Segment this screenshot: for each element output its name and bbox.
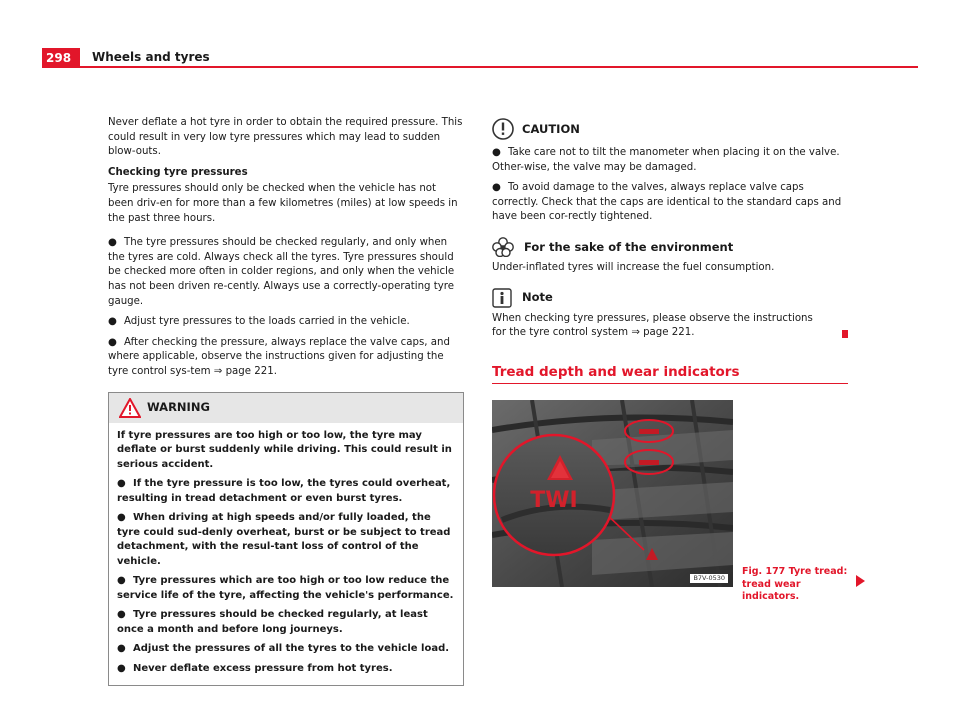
warning-body <box>109 423 463 686</box>
flower-icon <box>492 237 514 257</box>
header-divider <box>80 66 918 68</box>
right-column <box>492 116 848 384</box>
caution-title: CAUTION <box>522 121 580 136</box>
warning-triangle-icon <box>119 398 141 418</box>
bullet-icon: ● <box>492 147 501 158</box>
list-item: ● When driving at high speeds and/or fully loaded, the tyre could sud-denly overheat, burst or be subject to tread detachment, with the resul-tant loss of control of the vehicle. <box>117 512 451 567</box>
list-item: ● The tyre pressures should be checked regularly, and only when the tyres are cold. Always check all the tyres. Tyre pressures should be checked more often in colder regions, and only when the vehicle has not been driven re-cently. Always use a correctly-operating tyre gauge. <box>108 237 455 307</box>
chapter-title: Wheels and tyres <box>92 50 210 64</box>
list-item: ● Adjust the pressures of all the tyres to the vehicle load. <box>117 642 455 657</box>
warning-box <box>108 392 464 687</box>
twi-label: TWI <box>530 488 578 513</box>
note-title: Note <box>522 290 553 305</box>
figure-caption: Fig. 177 Tyre tread: tread wear indicators. <box>742 566 848 602</box>
environment-text: Under-inflated tyres will increase the fuel consumption. <box>492 261 775 273</box>
intro-paragraph: Never deflate a hot tyre in order to obtain the required pressure. This could result in very low tyre pressures which may lead to sudden blow-outs. <box>108 117 463 158</box>
tyre-tread-illustration <box>492 400 733 587</box>
figure-code: B7V-0530 <box>690 574 728 583</box>
note-text: When checking tyre pressures, please observe the instructions for the tyre control system ⇒ page 221. <box>492 312 813 339</box>
info-icon <box>492 288 512 308</box>
checking-heading: Checking tyre pressures <box>108 166 248 178</box>
list-item: ● After checking the pressure, always replace the valve caps, and where applicable, observe the instructions given for adjusting the tyre control sys-tem ⇒ page 221. <box>108 336 450 377</box>
environment-header <box>492 235 848 259</box>
checking-paragraph: Tyre pressures should only be checked when the vehicle has not been driv-en for more than a few kilometres (miles) at low speeds in the past three hours. <box>108 183 458 224</box>
bullet-icon: ● <box>117 512 126 523</box>
bullet-icon: ● <box>108 336 117 348</box>
bullet-icon: ● <box>108 237 117 249</box>
bullet-icon: ● <box>117 609 126 620</box>
list-item: ● Tyre pressures which are too high or too low reduce the service life of the tyre, affecting the vehicle's performance. <box>117 575 454 601</box>
bullet-icon: ● <box>108 316 117 328</box>
continue-arrow-icon <box>856 575 865 587</box>
bullet-icon: ● <box>117 575 126 586</box>
tyre-tread-figure <box>492 400 733 587</box>
note-header <box>492 286 848 310</box>
caution-icon <box>492 118 514 140</box>
left-column <box>108 116 464 686</box>
bullet-icon: ● <box>117 643 126 654</box>
bullet-icon: ● <box>492 182 501 194</box>
warning-intro: If tyre pressures are too high or too low, the tyre may deflate or burst suddenly while driving. This could result in serious accident. <box>117 429 452 470</box>
list-item: ● Take care not to tilt the manometer when placing it on the valve. Other-wise, the valve may be damaged. <box>492 147 840 173</box>
bullet-icon: ● <box>117 478 126 489</box>
caution-header <box>492 116 848 142</box>
bullet-icon: ● <box>117 662 126 674</box>
section-title: Tread depth and wear indicators <box>492 365 848 385</box>
list-item: ● Tyre pressures should be checked regularly, at least once a month and before long journeys. <box>117 609 428 635</box>
section-end-marker <box>842 330 848 338</box>
warning-header <box>109 393 463 423</box>
list-item: ● To avoid damage to the valves, always replace valve caps correctly. Check that the caps are identical to the standard caps and have been cor-rectly tightened. <box>492 182 842 223</box>
list-item: ● If the tyre pressure is too low, the tyres could overheat, resulting in tread detachment or even burst tyres. <box>117 478 451 504</box>
list-item: ● Adjust tyre pressures to the loads carried in the vehicle. <box>108 315 464 330</box>
environment-title: For the sake of the environment <box>524 239 734 254</box>
warning-title: WARNING <box>147 400 210 415</box>
list-item: ● Never deflate excess pressure from hot tyres. <box>117 662 455 677</box>
note-body <box>492 312 848 341</box>
page-number: 298 <box>42 48 80 68</box>
